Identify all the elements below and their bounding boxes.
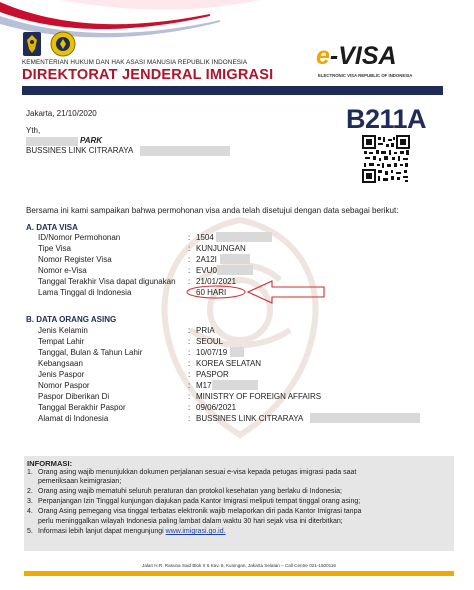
intro-text: Bersama ini kami sampaikan bahwa permohonan visa anda telah disetujui dengan data sebagai berikut:: [26, 206, 399, 215]
row-value: 60 HARI: [196, 288, 227, 297]
row-colon: :: [188, 403, 191, 412]
row-value: 1504: [196, 233, 214, 242]
row-value: PRIA: [196, 326, 215, 335]
addressee-company: BUSSINES LINK CITRARAYA: [26, 146, 134, 155]
salutation: Yth,: [26, 126, 41, 135]
row-colon: :: [188, 288, 191, 297]
info-text: perlu meninggalkan wilayah Indonesia paling lambat dalam waktu 30 hari sejak visa ini diterbitkan;: [38, 518, 343, 525]
evisa-subtitle: ELECTRONIC VISA REPUBLIC OF INDONESIA: [318, 73, 413, 78]
row-label: ID/Nomor Permohonan: [38, 233, 121, 242]
row-value: BUSSINES LINK CITRARAYA: [196, 414, 304, 423]
info-num: 3.: [27, 498, 33, 505]
header-bar: [22, 86, 443, 95]
section-b-title: B. DATA ORANG ASING: [26, 315, 117, 324]
row-colon: :: [188, 359, 191, 368]
redaction: [220, 254, 250, 264]
row-value: M17: [196, 381, 212, 390]
row-label: Nomor Paspor: [38, 381, 90, 390]
qr-code-icon: [362, 135, 410, 183]
row-value: 10/07/19: [196, 348, 228, 357]
pointer-arrow-icon: [246, 278, 326, 306]
imigrasi-emblem-icon: [50, 31, 76, 57]
row-label: Tanggal Berakhir Paspor: [38, 403, 126, 412]
section-a-title: A. DATA VISA: [26, 223, 78, 232]
redaction: [310, 413, 420, 423]
row-colon: :: [188, 414, 191, 423]
info-text: Perpanjangan Izin Tinggal kunjungan diajukan pada Kantor Imigrasi meliputi tempat tinggal orang asing;: [38, 498, 361, 505]
row-label: Tanggal Terakhir Visa dapat digunakan: [38, 277, 176, 286]
info-num: 1.: [27, 469, 33, 476]
row-colon: :: [188, 370, 191, 379]
row-label: Paspor Diberikan Di: [38, 392, 110, 401]
row-label: Tempat Lahir: [38, 337, 85, 346]
highlight-circle-icon: [184, 284, 248, 300]
visa-index-code: B211A: [346, 104, 427, 134]
row-value: 2A12I: [196, 255, 217, 264]
row-colon: :: [188, 244, 191, 253]
redaction-name: [26, 137, 78, 146]
info-num: 4.: [27, 508, 33, 515]
ministry-emblem-icon: [22, 31, 42, 57]
row-value: KOREA SELATAN: [196, 359, 262, 368]
row-value: KUNJUNGAN: [196, 244, 246, 253]
info-text: Orang asing wajib mematuhi seluruh peraturan dan protokol kesehatan yang berlaku di Indonesia;: [38, 488, 342, 495]
footer-address: Jalan H.R. Rasuna Said Blok X 6 Kav. 8, Kuningan, Jakarta Selatan – Call Centre 021-1500116: [142, 563, 336, 568]
row-value: EVU0: [196, 266, 217, 275]
row-colon: :: [188, 277, 191, 286]
info-text: Informasi lebih lanjut dapat mengunjungi: [38, 528, 164, 535]
info-title: INFORMASI:: [27, 459, 73, 468]
evisa-logo-e: e: [316, 42, 330, 70]
info-text: Orang Asing pemegang visa tinggal terbatas elektronik wajib melaporkan diri pada Kantor Imigrasi tanpa: [38, 508, 362, 515]
row-colon: :: [188, 337, 191, 346]
footer-bar: [24, 571, 454, 576]
redaction: [217, 265, 253, 275]
info-item-5: [38, 528, 226, 537]
row-colon: :: [188, 381, 191, 390]
row-label: Nomor e-Visa: [38, 266, 87, 275]
info-text: pemeriksaan keimigrasian;: [38, 478, 122, 485]
row-colon: :: [188, 233, 191, 242]
evisa-logo-text: -VISA: [329, 42, 397, 70]
info-text: Orang asing wajib menunjukkan dokumen perjalanan sesuai e-visa kepada petugas imigrasi pada saat: [38, 469, 357, 476]
row-label: Tanggal, Bulan & Tahun Lahir: [38, 348, 143, 357]
row-colon: :: [188, 392, 191, 401]
evisa-logo: [316, 42, 397, 71]
row-colon: :: [188, 326, 191, 335]
row-label: Jenis Kelamin: [38, 326, 88, 335]
row-value: 09/06/2021: [196, 403, 237, 412]
row-value: PASPOR: [196, 370, 229, 379]
letter-date: Jakarta, 21/10/2020: [26, 109, 97, 118]
redaction: [212, 380, 258, 390]
row-label: Kebangsaan: [38, 359, 83, 368]
row-colon: :: [188, 255, 191, 264]
row-label: Lama Tinggal di Indonesia: [38, 288, 132, 297]
info-num: 5.: [27, 528, 33, 535]
redaction-company: [140, 146, 230, 156]
directorate-title: DIREKTORAT JENDERAL IMIGRASI: [22, 67, 274, 83]
info-num: 2.: [27, 488, 33, 495]
redaction: [216, 232, 272, 242]
addressee-name: PARK: [80, 136, 103, 145]
row-colon: :: [188, 266, 191, 275]
row-label: Tipe Visa: [38, 244, 71, 253]
row-value: MINISTRY OF FOREIGN AFFAIRS: [196, 392, 322, 401]
redaction: [230, 347, 244, 357]
row-colon: :: [188, 348, 191, 357]
row-label: Nomor Register Visa: [38, 255, 112, 264]
ministry-name: KEMENTERIAN HUKUM DAN HAK ASASI MANUSIA REPUBLIK INDONESIA: [22, 59, 248, 66]
imigrasi-website-link[interactable]: www.imigrasi.go.id.: [165, 528, 226, 535]
row-label: Jenis Paspor: [38, 370, 85, 379]
row-label: Alamat di Indonesia: [38, 414, 109, 423]
row-value: SEOUL: [196, 337, 224, 346]
row-value: 21/01/2021: [196, 277, 237, 286]
